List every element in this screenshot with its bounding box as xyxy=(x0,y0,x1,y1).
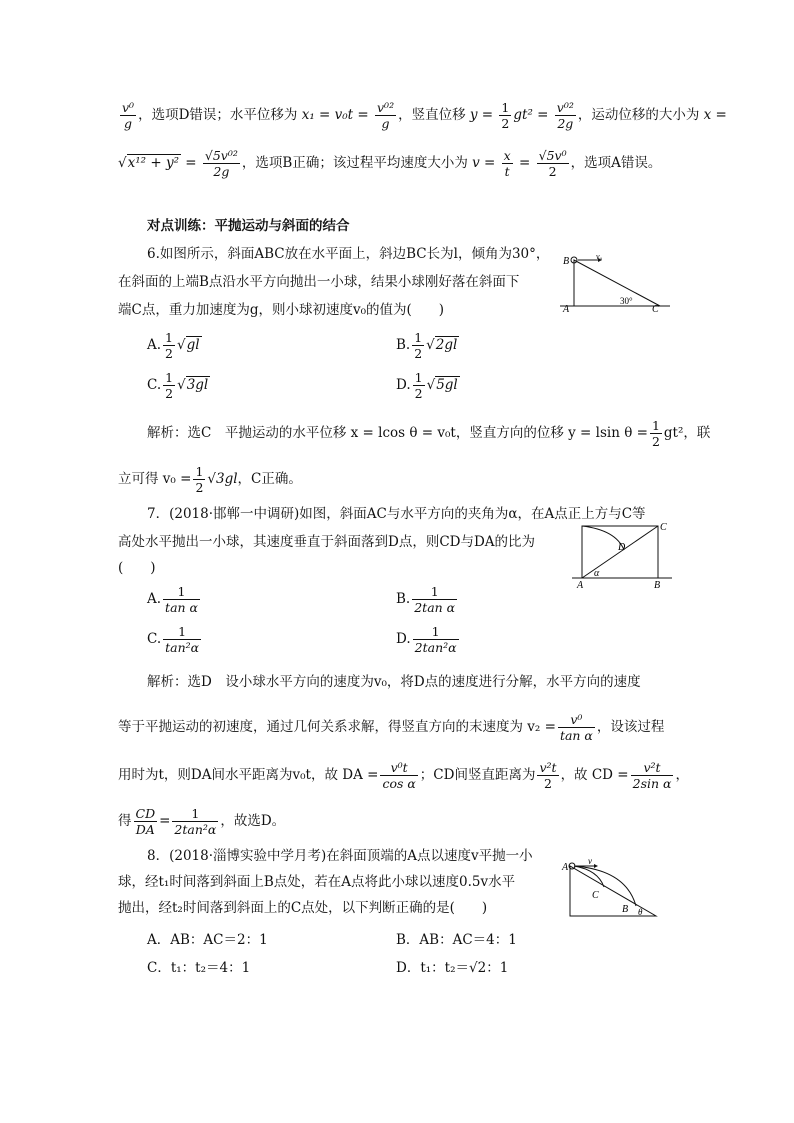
q6-text-2: 在斜面的上端B点沿水平方向抛出一小球，结果小球刚好落在斜面下 xyxy=(118,274,520,290)
v0-label: v₀ xyxy=(596,252,603,261)
q8-text-3: 抛出，经t₂时间落到斜面上的C点处，以下判断正确的是( ) xyxy=(118,900,488,916)
q6-option-a[interactable]: A. $\frac{1}{2}$ √gl xyxy=(147,330,200,361)
top-solution-line-1: $\frac{\text{v⁰}}{g}$ ，选项D错误；水平位移为 x₁ = v₀t = $\frac{\text{v⁰²}}{g}$ ，竖直位移 y = $\frac{1}{2}$ gt² = $\frac{\text{v⁰²}}{2g}$ ，运动位移的大小为 x = xyxy=(122,100,727,131)
q8-text-1: 8．(2018·淄博实验中学月考)在斜面顶端的A点以速度v平抛一小 xyxy=(147,848,533,864)
fraction: $\frac{x}{t}$ xyxy=(503,148,511,179)
label-c: C xyxy=(652,304,659,315)
q6-text-3: 端C点，重力加速度为g，则小球初速度v₀的值为( ) xyxy=(118,302,445,318)
q7-solution-2: 等于平抛运动的初速度，通过几何关系求解，得竖直方向的末速度为 v₂ = $\frac{\text{v⁰}}{\text{tan α}}$ ，设该过程 xyxy=(118,712,665,743)
q8-figure xyxy=(560,856,660,922)
q6-solution-1: 解析：选C 平抛运动的水平位移 x = lcos θ = v₀t，竖直方向的位移 y = lsin θ = $\frac{1}{2}$ gt²，联 xyxy=(147,418,711,449)
fraction: $\frac{\text{v⁰²}}{g}$ xyxy=(377,100,395,131)
label-b: B xyxy=(654,580,661,591)
section-title: 对点训练：平抛运动与斜面的结合 xyxy=(147,218,350,234)
q6-text-1: 6.如图所示，斜面ABC放在水平面上，斜边BC长为l，倾角为30°， xyxy=(147,246,550,262)
alpha-label: α xyxy=(594,568,600,579)
q8-option-b[interactable]: B．AB：AC＝4：1 xyxy=(396,932,517,948)
q7-solution-4: 得 $\frac{CD}{DA}$ = $\frac{1}{\text{2tan²α}}$ ，故选D。 xyxy=(118,806,286,837)
q7-solution-3: 用时为t，则DA间水平距离为v₀t，故 DA = $\frac{\text{v⁰t}}{\text{cos α}}$ ；CD间竖直距离为 $\frac{\text{v²t}}{2}$ ，故 CD = $\frac{\text{v²t}}{\text{2sin α}}$ ， xyxy=(118,760,689,791)
fraction: $\frac{\text{v⁰²}}{2g}$ xyxy=(556,100,574,131)
q7-option-d[interactable]: D. $\frac{1}{\text{2tan²α}}$ xyxy=(396,624,457,655)
q7-text-3: ( ) xyxy=(118,560,156,576)
angle-label: 30° xyxy=(620,296,633,306)
q6-option-c[interactable]: C. $\frac{1}{2}$ √3gl xyxy=(147,370,209,401)
q6-figure xyxy=(560,250,670,320)
q6-option-b[interactable]: B. $\frac{1}{2}$ √2gl xyxy=(396,330,458,361)
label-c: C xyxy=(592,890,599,901)
top-solution-line-2: √x¹² + y² = $\frac{\text{√5v⁰²}}{2g}$ ，选项B正确；该过程平均速度大小为 v = $\frac{x}{t}$ = $\frac{\text{√5v⁰}}{2}$ ，选项A错误。 xyxy=(118,148,662,179)
q7-figure xyxy=(572,518,672,594)
theta-label: θ xyxy=(638,907,643,917)
q8-option-a[interactable]: A．AB：AC＝2：1 xyxy=(147,932,268,948)
fraction: $\frac{1}{2}$ xyxy=(501,100,510,131)
q7-solution-1: 解析：选D 设小球水平方向的速度为v₀，将D点的速度进行分解，水平方向的速度 xyxy=(147,674,641,690)
label-b: B xyxy=(563,256,570,267)
fraction: $\frac{\text{v⁰}}{g}$ xyxy=(122,100,135,131)
q7-text-2: 高处水平抛出一小球，其速度垂直于斜面落到D点，则CD与DA的比为 xyxy=(118,534,536,550)
fraction: $\frac{\text{√5v⁰}}{2}$ xyxy=(538,148,567,179)
fraction: $\frac{\text{√5v⁰²}}{2g}$ xyxy=(204,148,238,179)
label-b: B xyxy=(622,904,629,915)
v-label: v xyxy=(588,856,592,866)
label-d: D xyxy=(618,542,626,553)
q6-option-d[interactable]: D. $\frac{1}{2}$ √5gl xyxy=(396,370,458,401)
q8-text-2: 球，经t₁时间落到斜面上B点处，若在A点将此小球以速度0.5v水平 xyxy=(118,874,516,890)
label-c: C xyxy=(660,522,667,533)
q7-option-c[interactable]: C. $\frac{1}{\text{tan²α}}$ xyxy=(147,624,200,655)
q6-solution-2: 立可得 v₀ = $\frac{1}{2}$ √3gl，C正确。 xyxy=(118,464,302,495)
q7-option-a[interactable]: A. $\frac{1}{\text{tan α}}$ xyxy=(147,584,198,615)
label-a: A xyxy=(563,304,570,315)
q8-option-d[interactable]: D．t₁：t₂＝√2：1 xyxy=(396,960,509,976)
q7-text-1: 7．(2018·邯郸一中调研)如图，斜面AC与水平方向的夹角为α，在A点正上方与C等 xyxy=(147,506,646,522)
q7-option-b[interactable]: B. $\frac{1}{\text{2tan α}}$ xyxy=(396,584,456,615)
label-a: A xyxy=(562,862,569,873)
label-a: A xyxy=(577,580,584,591)
q8-option-c[interactable]: C．t₁：t₂＝4：1 xyxy=(147,960,251,976)
